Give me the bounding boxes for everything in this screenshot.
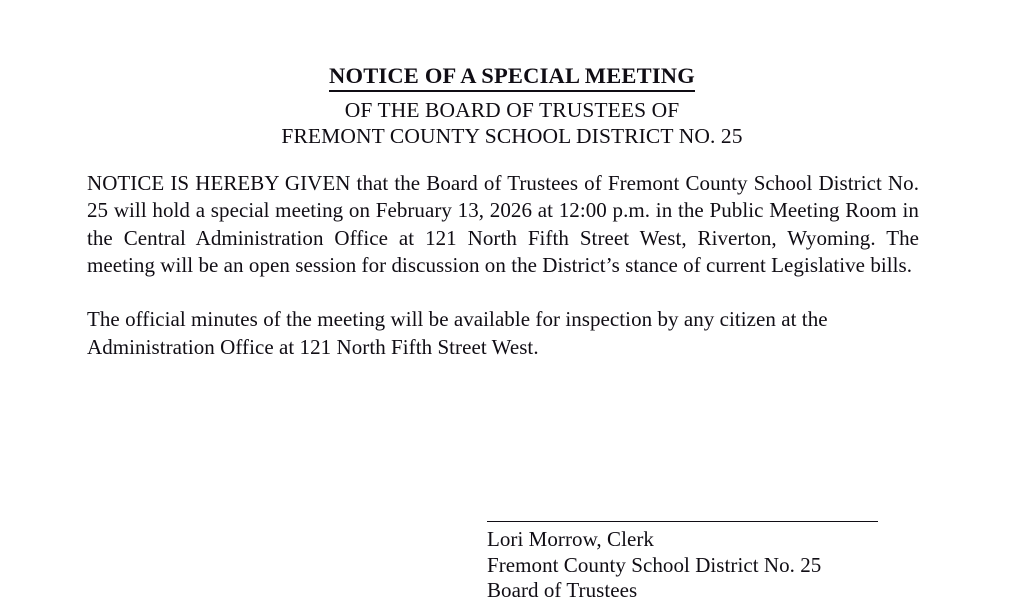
signature-name: Lori Morrow, Clerk — [487, 527, 654, 551]
document-title-text: NOTICE OF A SPECIAL MEETING — [329, 62, 695, 92]
document-subtitle-line-1: OF THE BOARD OF TRUSTEES OF — [344, 98, 680, 122]
minutes-paragraph: The official minutes of the meeting will be available for inspection by any citizen at the Administration Office at 121 North Fifth Street West. — [87, 307, 828, 359]
document-title — [0, 62, 1024, 92]
signature-organization: Fremont County School District No. 25 — [487, 552, 822, 577]
signature-rule — [487, 521, 878, 522]
signature-body: Board of Trustees — [487, 578, 638, 602]
document-body — [87, 170, 919, 361]
document-heading — [0, 62, 1024, 149]
document-subtitle-line-2: FREMONT COUNTY SCHOOL DISTRICT NO. 25 — [281, 124, 743, 148]
signature-block — [487, 521, 879, 604]
notice-paragraph: NOTICE IS HEREBY GIVEN that the Board of Trustees of Fremont County School District No. 25 will hold a special meeting on February 13, 2026 at 12:00 p.m. in the Public Meeting Room in the Central Administration Office at 121 North Fifth Street West, Riverton, Wyoming. The meeting will be an open session for discussion on the District’s stance of current Legislative bills. — [87, 171, 919, 277]
